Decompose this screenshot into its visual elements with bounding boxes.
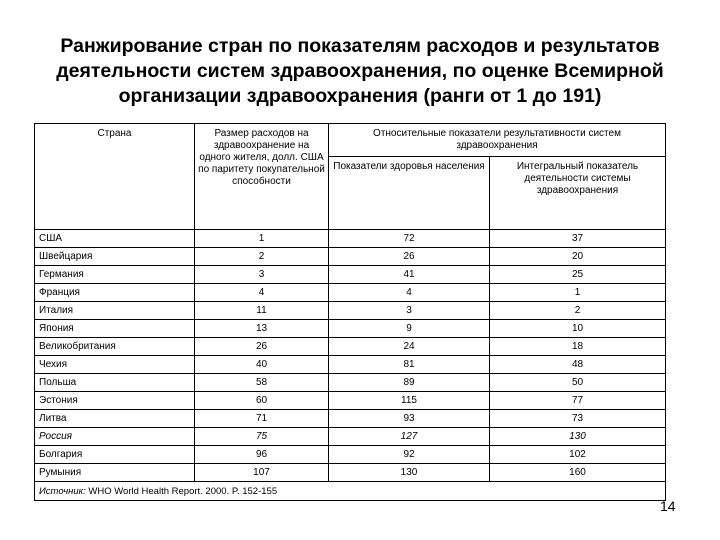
health-rank-cell: 93 — [329, 410, 490, 428]
table-row — [35, 320, 666, 338]
expense-rank-cell: 3 — [195, 266, 329, 284]
expense-rank-cell: 1 — [195, 230, 329, 248]
country-cell: Франция — [35, 284, 195, 302]
integral-rank-cell: 1 — [490, 284, 666, 302]
health-rank-cell: 130 — [329, 464, 490, 482]
table-row — [35, 392, 666, 410]
health-rank-cell: 115 — [329, 392, 490, 410]
expense-rank-cell: 60 — [195, 392, 329, 410]
table-row — [35, 248, 666, 266]
expense-rank-cell: 75 — [195, 428, 329, 446]
health-rank-cell: 9 — [329, 320, 490, 338]
health-rank-cell: 89 — [329, 374, 490, 392]
health-rank-cell: 24 — [329, 338, 490, 356]
integral-rank-cell: 130 — [490, 428, 666, 446]
source-row — [35, 482, 666, 501]
health-rank-cell: 3 — [329, 302, 490, 320]
table-row — [35, 284, 666, 302]
country-cell: Россия — [35, 428, 195, 446]
integral-rank-cell: 25 — [490, 266, 666, 284]
integral-rank-cell: 77 — [490, 392, 666, 410]
health-rank-cell: 72 — [329, 230, 490, 248]
table-row — [35, 428, 666, 446]
health-rank-cell: 81 — [329, 356, 490, 374]
source-label: Источник: — [39, 485, 86, 497]
integral-rank-cell: 48 — [490, 356, 666, 374]
country-cell: США — [35, 230, 195, 248]
country-cell: Япония — [35, 320, 195, 338]
slide-title: Ранжирование стран по показателям расходов и результатов деятельности систем здравоохранения, по оценке Всемирной организации здравоохранения (ранги от 1 до 191) — [56, 35, 664, 107]
health-rank-cell: 4 — [329, 284, 490, 302]
country-cell: Великобритания — [35, 338, 195, 356]
table-row — [35, 302, 666, 320]
country-cell: Германия — [35, 266, 195, 284]
header-expense: Размер расходов на здравоохранение на одного жителя, долл. США по паритету покупательной способности — [195, 124, 329, 230]
country-cell: Швейцария — [35, 248, 195, 266]
table-row — [35, 266, 666, 284]
integral-rank-cell: 73 — [490, 410, 666, 428]
health-rank-cell: 41 — [329, 266, 490, 284]
country-cell: Литва — [35, 410, 195, 428]
expense-rank-cell: 4 — [195, 284, 329, 302]
header-row — [35, 124, 666, 157]
expense-rank-cell: 11 — [195, 302, 329, 320]
table-row — [35, 410, 666, 428]
header-integral: Интегральный показатель деятельности системы здравоохранения — [490, 157, 666, 230]
table-row — [35, 338, 666, 356]
expense-rank-cell: 58 — [195, 374, 329, 392]
integral-rank-cell: 37 — [490, 230, 666, 248]
country-cell: Румыния — [35, 464, 195, 482]
expense-rank-cell: 71 — [195, 410, 329, 428]
expense-rank-cell: 107 — [195, 464, 329, 482]
health-rank-cell: 127 — [329, 428, 490, 446]
expense-rank-cell: 96 — [195, 446, 329, 464]
expense-rank-cell: 13 — [195, 320, 329, 338]
health-rank-cell: 26 — [329, 248, 490, 266]
country-cell: Италия — [35, 302, 195, 320]
integral-rank-cell: 102 — [490, 446, 666, 464]
source-text: WHO World Health Report. 2000. P. 152-155 — [88, 485, 278, 497]
ranking-table — [34, 123, 666, 501]
integral-rank-cell: 20 — [490, 248, 666, 266]
integral-rank-cell: 160 — [490, 464, 666, 482]
country-cell: Польша — [35, 374, 195, 392]
health-rank-cell: 92 — [329, 446, 490, 464]
table-row — [35, 356, 666, 374]
source-note — [35, 482, 666, 501]
header-performance-group: Относительные показатели результативности систем здравоохранения — [329, 124, 666, 157]
header-country: Страна — [35, 124, 195, 230]
integral-rank-cell: 10 — [490, 320, 666, 338]
table-row — [35, 464, 666, 482]
table-row — [35, 446, 666, 464]
country-cell: Чехия — [35, 356, 195, 374]
expense-rank-cell: 40 — [195, 356, 329, 374]
integral-rank-cell: 2 — [490, 302, 666, 320]
table-row — [35, 374, 666, 392]
expense-rank-cell: 26 — [195, 338, 329, 356]
integral-rank-cell: 18 — [490, 338, 666, 356]
integral-rank-cell: 50 — [490, 374, 666, 392]
header-health: Показатели здоровья населения — [329, 157, 490, 230]
page-number: 14 — [660, 498, 676, 514]
country-cell: Эстония — [35, 392, 195, 410]
table-row — [35, 230, 666, 248]
expense-rank-cell: 2 — [195, 248, 329, 266]
country-cell: Болгария — [35, 446, 195, 464]
